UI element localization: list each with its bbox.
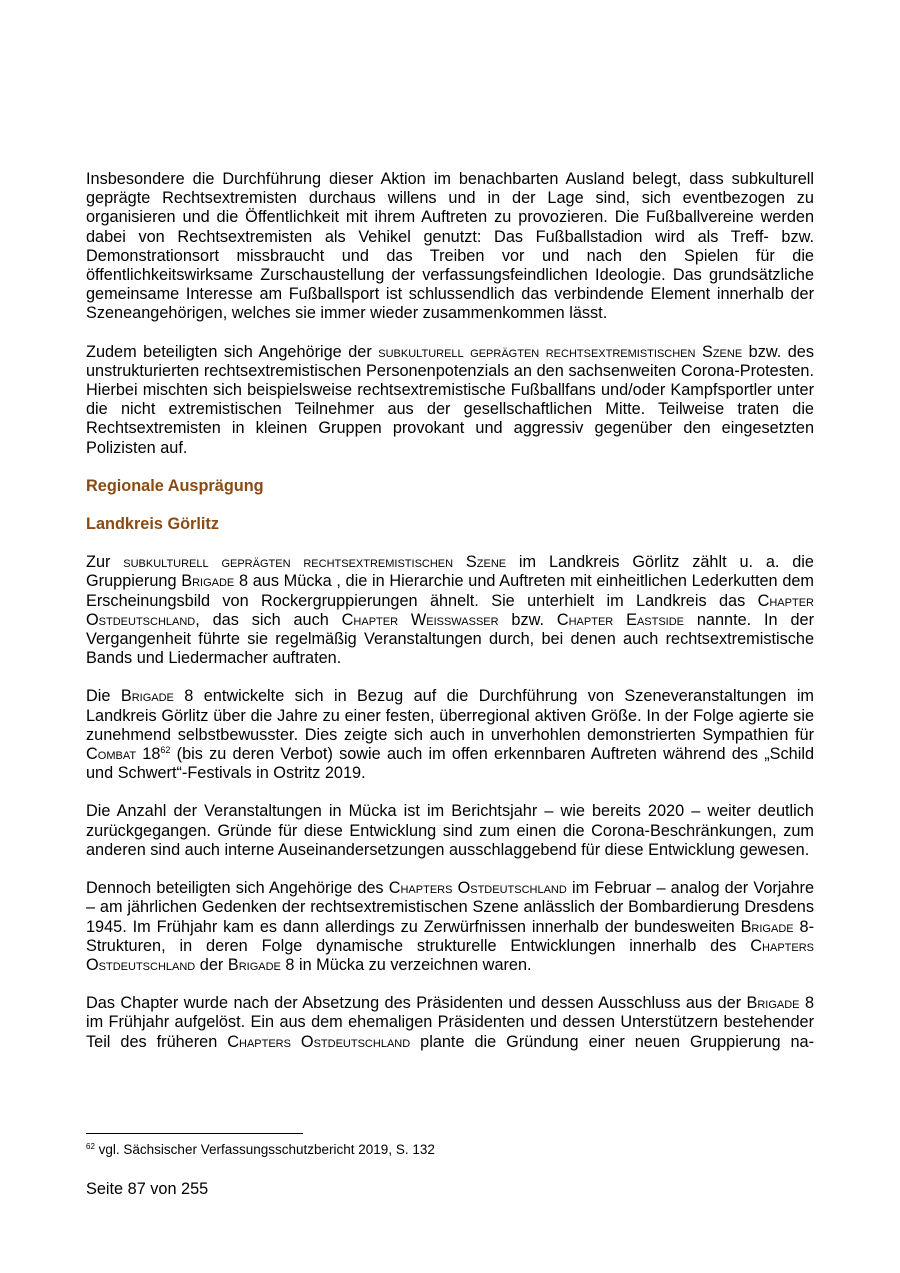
heading-regional: Regionale Ausprägung: [86, 476, 264, 495]
text: im Landkreis Görlitz zählt u. a. die Gruppierung: [86, 553, 814, 591]
text: plante die Gründung einer neuen Gruppierung na-: [410, 1032, 814, 1051]
text: Zur: [86, 553, 124, 572]
text: , das sich auch: [195, 610, 342, 629]
paragraph-brigade8-intro: [86, 553, 814, 668]
paragraph-chapter-ostdeutschland: [86, 879, 814, 975]
footnote: [86, 1142, 435, 1158]
small-caps-term: Brigade: [740, 917, 794, 936]
small-caps-term: Brigade: [120, 687, 174, 706]
text: 8 entwickelte sich in Bezug auf die Durchführung von Szeneveranstaltungen im Landkreis Görlitz über die Jahre zu einer festen, überregional aktiven Größe. In der Folge agierte sie zunehmend selbstbewusster. Dies zeigte sich auch in unverhohlen demonstrierten Sympathien für: [86, 687, 814, 744]
page-number: Seite 87 von 255: [86, 1180, 209, 1198]
text: 18: [136, 745, 161, 764]
page-body: [86, 170, 814, 1071]
small-caps-term: Brigade: [227, 955, 281, 974]
small-caps-term: subkulturell geprägten rechtsextremistischen Szene: [123, 553, 507, 572]
small-caps-term: Chapters Ostdeutschland: [227, 1032, 411, 1051]
small-caps-term: subkulturell geprägten rechtsextremistischen Szene: [378, 342, 743, 361]
small-caps-term: Chapter Weißwasser: [341, 610, 499, 629]
footnote-text: vgl. Sächsischer Verfassungsschutzbericht 2019, S. 132: [94, 1142, 435, 1157]
text: (bis zu deren Verbot) sowie auch im offen erkennbaren Auftreten während des „Schild und Schwert“-Festivals in Ostritz 2019.: [86, 745, 814, 783]
text: 8-Strukturen, in deren Folge dynamische strukturelle Entwicklungen innerhalb des: [86, 917, 814, 955]
small-caps-term: Chapter Ostdeutschland: [86, 591, 814, 629]
text: bzw. des unstrukturierten rechtsextremistischen Personenpotenzials an den sachsenweiten Corona-Protesten. Hierbei mischten sich beispielsweise rechtsextremistische Fußballfans und/oder Kampfsportler unter die nicht extremistischen Teilnehmer aus der gesellschaftlichen Mitte. Teilweise traten die Rechtsextremisten in kleinen Gruppen provokant und aggressiv gegenüber den eingesetzten Polizisten auf.: [86, 342, 815, 457]
small-caps-term: Chapters Ostdeutschland: [388, 879, 567, 898]
small-caps-term: Chapter Eastside: [556, 610, 685, 629]
text: nannte. In der Vergangenheit führte sie regelmäßig Veranstaltungen durch, bei denen auch rechtsextremistische Bands und Liedermacher auftraten.: [86, 610, 814, 668]
footnote-number: 62: [86, 1142, 95, 1151]
text: 8 in Mücka zu verzeichnen waren.: [280, 955, 532, 974]
text: bzw.: [498, 610, 557, 629]
small-caps-term: Chapters Ostdeutschland: [86, 936, 814, 974]
paragraph-corona-protests: [86, 343, 814, 458]
footnote-reference[interactable]: 62: [160, 745, 171, 756]
small-caps-term: Brigade: [181, 572, 235, 591]
text: 8 im Frühjahr aufgelöst. Ein aus dem ehemaligen Präsidenten und dessen Unterstützern bestehender Teil des früheren: [86, 994, 814, 1051]
small-caps-term: Combat: [86, 745, 137, 764]
text: im Februar – analog der Vorjahre – am jährlichen Gedenken der rechtsextremistischen Szene anlässlich der Bombardierung Dresdens 1945. Im Frühjahr kam es dann allerdings zu Zerwürfnissen innerhalb der bundesweiten: [86, 879, 814, 936]
text: 8 aus Mücka , die in Hierarchie und Auftreten mit einheitlichen Lederkutten dem Erscheinungsbild von Rockergruppierungen ähnelt. Sie unterhielt im Landkreis das: [86, 572, 814, 610]
small-caps-term: Brigade: [746, 994, 800, 1013]
paragraph-chapter-dissolved: [86, 994, 814, 1052]
text: Das Chapter wurde nach der Absetzung des Präsidenten und dessen Ausschluss aus der: [86, 994, 747, 1013]
paragraph-events-decline: Die Anzahl der Veranstaltungen in Mücka ist im Berichtsjahr – wie bereits 2020 – weiter deutlich zurückgegangen. Gründe für diese Entwicklung sind zum einen die Corona-Beschränkungen, zum anderen sind auch interne Auseinandersetzungen ausschlaggebend für diese Entwicklung gewesen.: [86, 802, 814, 859]
text: Die: [86, 687, 121, 706]
text: Zudem beteiligten sich Angehörige der: [86, 342, 379, 361]
paragraph-football-events: Insbesondere die Durchführung dieser Aktion im benachbarten Ausland belegt, dass subkulturell geprägte Rechtsextremisten durchaus willens und in der Lage sind, sich eventbezogen zu organisieren und die Öffentlichkeit mit ihrem Auftreten zu provozieren. Die Fußballvereine werden dabei von Rechtsextremisten als Vehikel genutzt: Das Fußballstadion wird als Treff- bzw. Demonstrationsort missbraucht und das Treiben vor und nach den Spielen für die öffentlichkeitswirksame Zurschaustellung der verfassungsfeindlichen Ideologie. Das grundsätzliche gemeinsame Interesse am Fußballsport ist schlussendlich das verbindende Element innerhalb der Szeneangehörigen, welches sie immer wieder zusammenkommen lässt.: [86, 170, 814, 323]
text: der: [195, 955, 228, 974]
text: Dennoch beteiligten sich Angehörige des: [86, 879, 389, 898]
paragraph-brigade8-development: [86, 687, 814, 783]
heading-landkreis-goerlitz: Landkreis Görlitz: [86, 515, 219, 534]
footnote-separator: [86, 1133, 303, 1134]
